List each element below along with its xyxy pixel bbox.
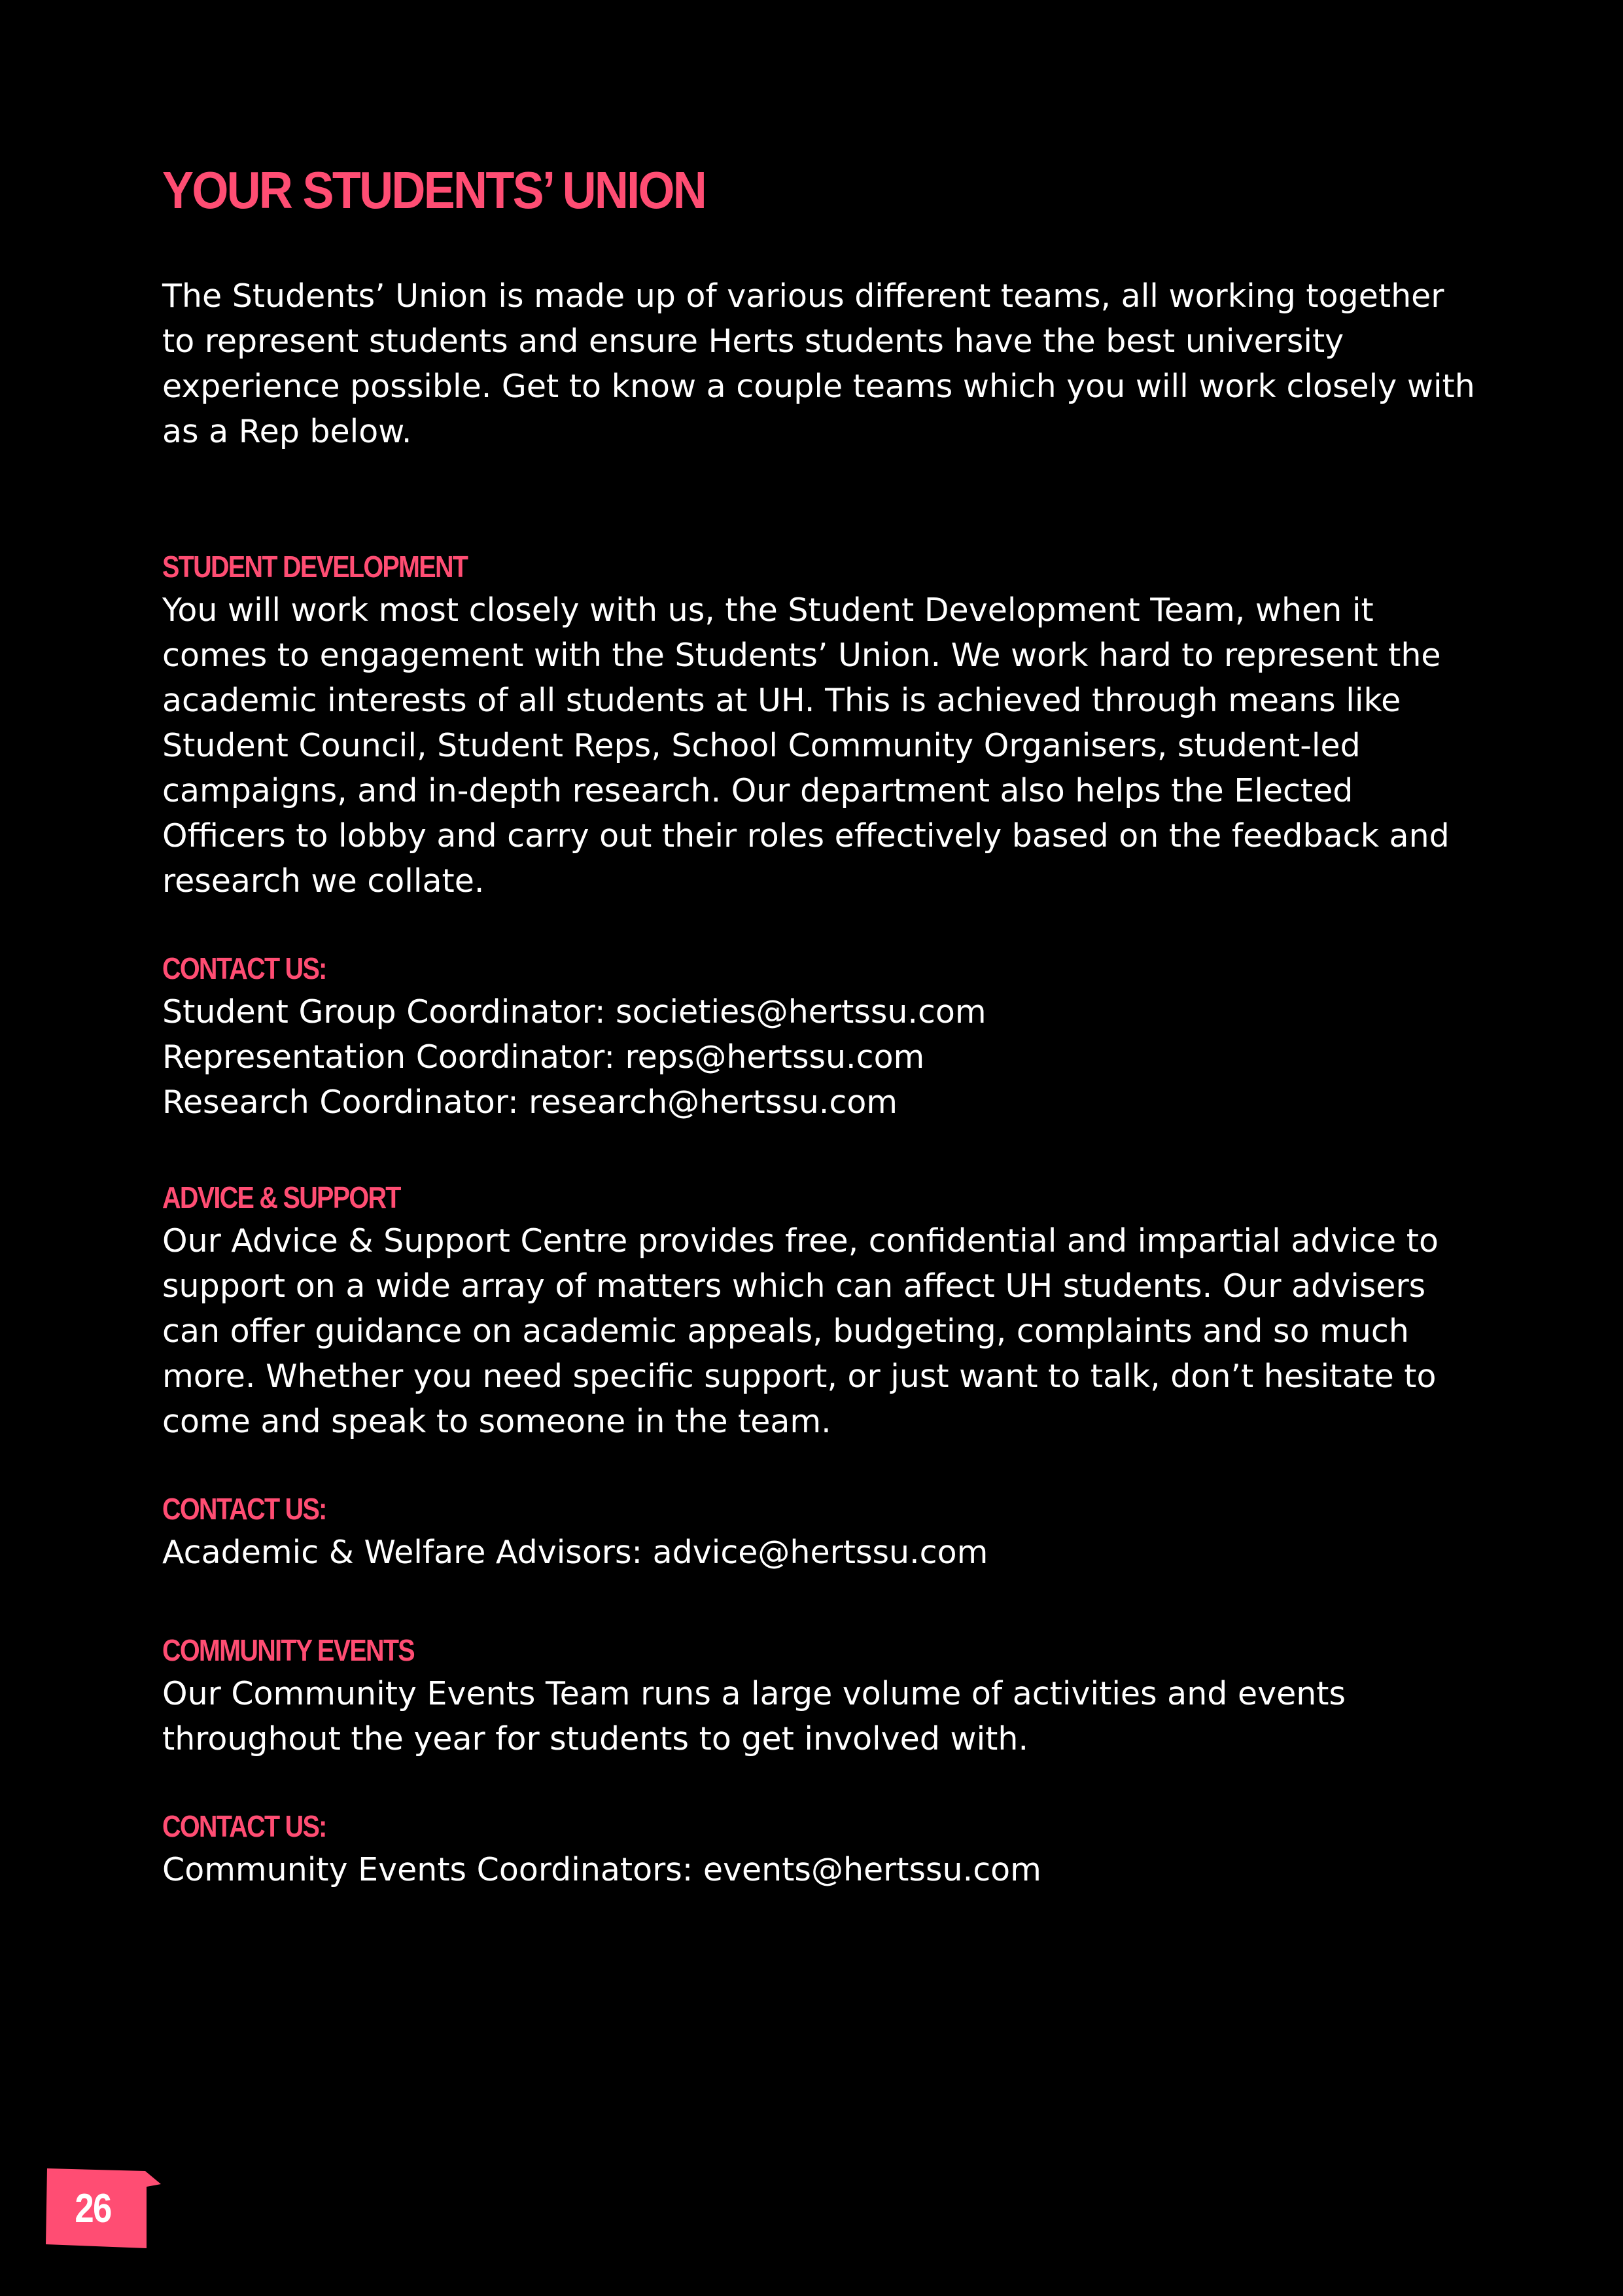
section-body: Our Community Events Team runs a large volume of activities and events throughout the year for students to get involved with. <box>162 1675 1346 1757</box>
contact-line: Academic & Welfare Advisors: advice@hertssu.com <box>162 1534 988 1571</box>
contact-line: Student Group Coordinator: societies@hertssu.com <box>162 993 986 1031</box>
section-student-development <box>162 547 1484 1125</box>
section-body: Our Advice & Support Centre provides free, confidential and impartial advice to support on a wide array of matters which can affect UH students. Our advisers can offer guidance on academic appeals, budgeting, complaints and so much more. Whether you need specific support, or just want to talk, don’t hesitate to come and speak to someone in the team. <box>162 1222 1439 1440</box>
section-heading: COMMUNITY EVENTS <box>162 1633 414 1667</box>
section-body: You will work most closely with us, the Student Development Team, when it comes to engagement with the Students’ Union. We work hard to represent the academic interests of all students at UH. This is achieved through means like Student Council, Student Reps, School Community Organisers, student-led campaigns, and in-depth research. Our department also helps the Elected Officers to lobby and carry out their roles effectively based on the feedback and research we collate. <box>162 592 1450 900</box>
section-community-events <box>162 1631 1484 1892</box>
section-heading: STUDENT DEVELOPMENT <box>162 550 468 584</box>
contact-heading: CONTACT US: <box>162 1492 326 1526</box>
page-number-badge <box>44 2167 161 2250</box>
page-number: 26 <box>75 2186 111 2231</box>
section-advice-support <box>162 1178 1484 1575</box>
contact-heading: CONTACT US: <box>162 951 326 985</box>
contact-heading: CONTACT US: <box>162 1809 326 1843</box>
contact-line: Representation Coordinator: reps@hertssu.com <box>162 1038 925 1076</box>
page-title: YOUR STUDENTS’ UNION <box>162 161 706 219</box>
contact-line: Community Events Coordinators: events@hertssu.com <box>162 1851 1041 1888</box>
contact-line: Research Coordinator: research@hertssu.com <box>162 1084 898 1121</box>
section-heading: ADVICE & SUPPORT <box>162 1180 400 1214</box>
intro-paragraph: The Students’ Union is made up of various different teams, all working together to represent students and ensure Herts students have the best university experience possible. Get to know a couple teams which you will work closely with as a Rep below. <box>162 277 1475 450</box>
